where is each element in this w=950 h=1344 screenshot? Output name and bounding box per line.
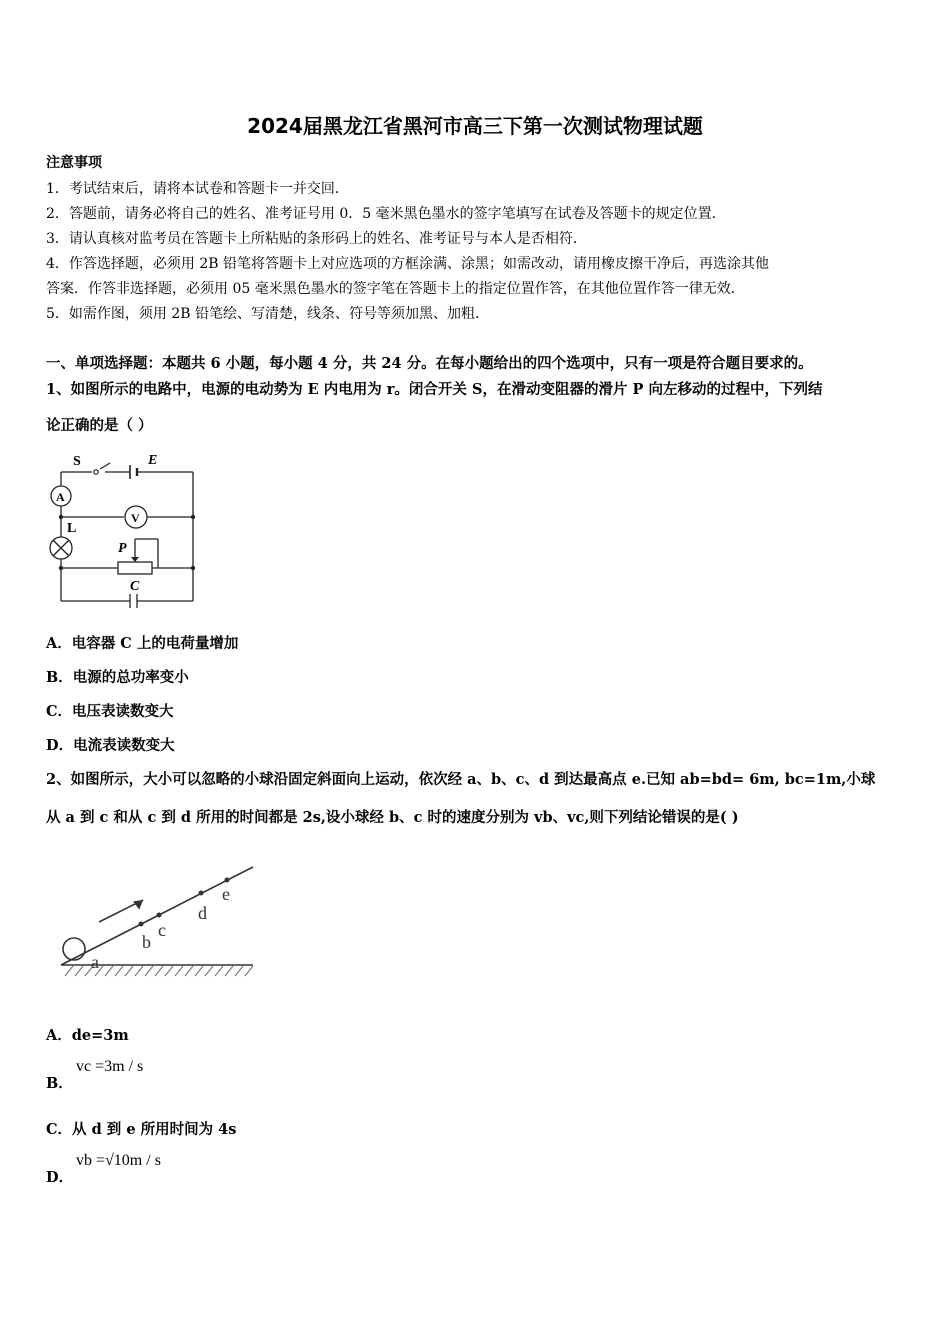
- circuit-label-e: E: [148, 453, 158, 468]
- page-title: 2024届黑龙江省黑河市高三下第一次测试物理试题: [247, 114, 703, 138]
- incline-label-d: d: [198, 903, 207, 923]
- q1-option-c: C．电压表读数变大: [46, 703, 174, 720]
- q2-stem-line2: 从 a 到 c 和从 c 到 d 所用的时间都是 2s,设小球经 b、c 时的速度分别为 vb、vc,则下列结论错误的是( ): [46, 809, 739, 826]
- notice-item-1: 1．考试结束后，请将本试卷和答题卡一并交回．: [46, 181, 349, 197]
- q2-stem-line1: 2、如图所示，大小可以忽略的小球沿固定斜面向上运动，依次经 a、b、c、d 到达最高点 e.已知 ab=bd= 6m, bc=1m,小球: [46, 771, 876, 788]
- notice-item-2: 2．答题前，请务必将自己的姓名、准考证号用 0．5 毫米黑色墨水的签字笔填写在试卷及答题卡的规定位置．: [46, 206, 726, 222]
- incline-label-e: e: [222, 884, 230, 904]
- circuit-label-a: A: [56, 490, 65, 504]
- q1-option-a: A．电容器 C 上的电荷量增加: [46, 635, 239, 652]
- q2-option-d-formula: vb =√10m / s: [76, 1152, 161, 1169]
- incline-label-b: b: [142, 932, 151, 952]
- q1-circuit-diagram: [40, 445, 210, 610]
- q1-option-b: B．电源的总功率变小: [46, 669, 189, 686]
- notice-item-4-cont: 答案．作答非选择题，必须用 05 毫米黑色墨水的签字笔在答题卡上的指定位置作答，在其他位置作答一律无效．: [46, 281, 745, 297]
- q1-stem-line1: 1、如图所示的电路中，电源的电动势为 E 内电用为 r。闭合开关 S，在滑动变阻器的滑片 P 向左移动的过程中，下列结: [46, 381, 823, 398]
- notice-item-5: 5．如需作图，须用 2B 铅笔绘、写清楚，线条、符号等须加黑、加粗．: [46, 306, 490, 322]
- incline-label-a: a: [91, 952, 99, 972]
- q2-option-b-formula: vc =3m / s: [76, 1058, 144, 1075]
- circuit-label-s: S: [73, 454, 81, 469]
- q2-option-c: C．从 d 到 e 所用时间为 4s: [46, 1121, 237, 1138]
- q2-incline-diagram: [55, 862, 260, 982]
- q1-option-d: D．电流表读数变大: [46, 737, 175, 754]
- notice-heading: 注意事项: [46, 155, 102, 171]
- notice-item-4: 4．作答选择题，必须用 2B 铅笔将答题卡上对应选项的方框涂满、涂黑；如需改动，请用橡皮擦干净后，再选涂其他: [46, 256, 769, 272]
- circuit-label-l: L: [67, 521, 77, 536]
- circuit-label-p: P: [118, 541, 127, 556]
- incline-label-c: c: [158, 920, 166, 940]
- notice-item-3: 3．请认真核对监考员在答题卡上所粘贴的条形码上的姓名、准考证号与本人是否相符．: [46, 231, 587, 247]
- section-heading: 一、单项选择题：本题共 6 小题，每小题 4 分，共 24 分。在每小题给出的四个选项中，只有一项是符合题目要求的。: [46, 355, 813, 372]
- q2-option-d-label: D．: [46, 1169, 74, 1186]
- q2-option-a: A．de=3m: [46, 1027, 129, 1044]
- circuit-label-c: C: [130, 579, 140, 594]
- q1-stem-line2: 论正确的是（ ）: [46, 417, 153, 434]
- circuit-label-v: V: [131, 511, 140, 525]
- q2-option-b-label: B．: [46, 1075, 73, 1092]
